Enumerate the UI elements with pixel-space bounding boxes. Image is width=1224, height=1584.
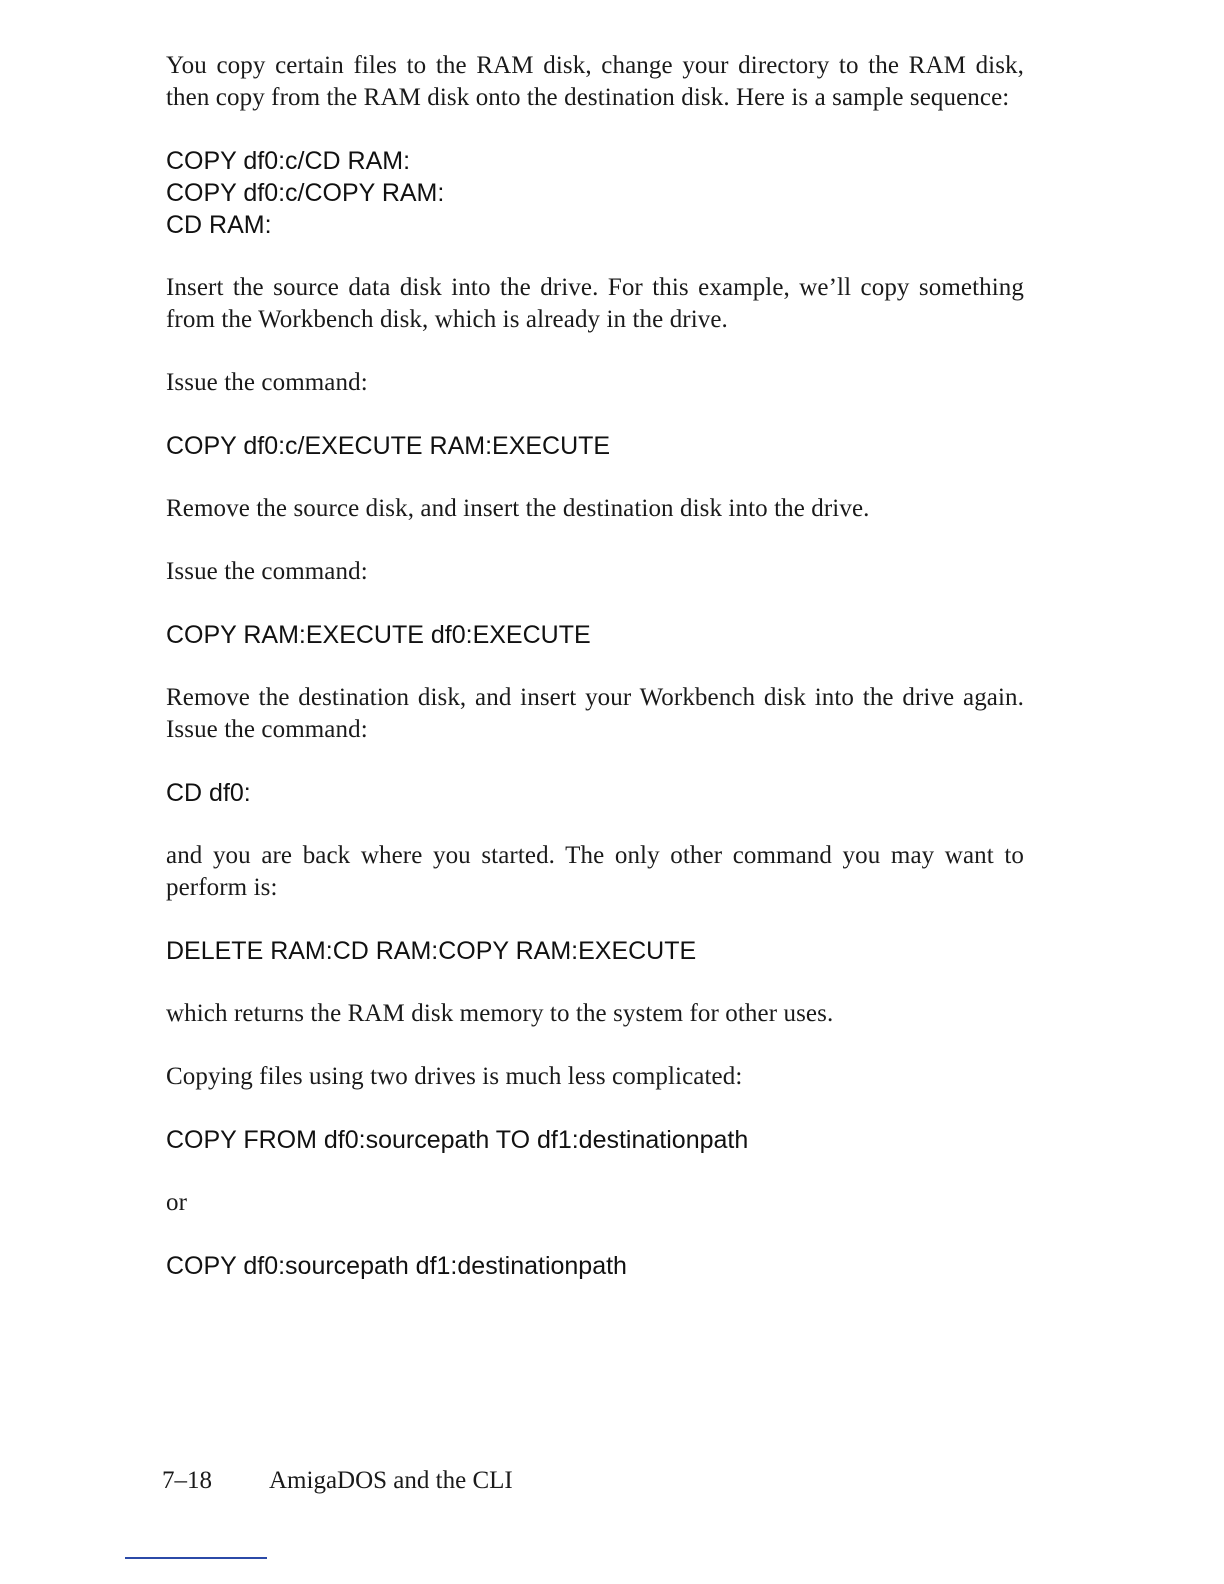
bottom-rule-divider bbox=[125, 1557, 267, 1559]
command-line: COPY df0:c/EXECUTE RAM:EXECUTE bbox=[166, 432, 611, 460]
paragraph: which returns the RAM disk memory to the system for other uses. bbox=[166, 1000, 834, 1027]
command-line: DELETE RAM:CD RAM:COPY RAM:EXECUTE bbox=[166, 937, 697, 965]
paragraph: Issue the command: bbox=[166, 558, 368, 585]
paragraph: and you are back where you started. The only other command you may want to perform is: bbox=[166, 842, 1024, 901]
page-footer bbox=[162, 1465, 513, 1497]
paragraph: Insert the source data disk into the drive. For this example, we’ll copy something from the Workbench disk, which is already in the drive. bbox=[166, 274, 1024, 333]
section-title: AmigaDOS and the CLI bbox=[269, 1467, 513, 1494]
command-line: COPY df0:c/COPY RAM: bbox=[166, 179, 445, 207]
page-body bbox=[166, 50, 1024, 1282]
command-line: COPY df0:sourcepath df1:destinationpath bbox=[166, 1252, 627, 1280]
command-line: CD df0: bbox=[166, 779, 251, 807]
paragraph: Issue the command: bbox=[166, 369, 368, 396]
paragraph: or bbox=[166, 1189, 188, 1216]
command-line: COPY RAM:EXECUTE df0:EXECUTE bbox=[166, 621, 591, 649]
paragraph: Copying files using two drives is much less complicated: bbox=[166, 1063, 743, 1090]
command-line: CD RAM: bbox=[166, 211, 272, 239]
command-line: COPY FROM df0:sourcepath TO df1:destinationpath bbox=[166, 1126, 749, 1154]
paragraph: Remove the destination disk, and insert your Workbench disk into the drive again. Issue the command: bbox=[166, 684, 1024, 743]
intro-paragraph: You copy certain files to the RAM disk, change your directory to the RAM disk, then copy from the RAM disk onto the destination disk. Here is a sample sequence: bbox=[166, 52, 1024, 111]
paragraph: Remove the source disk, and insert the destination disk into the drive. bbox=[166, 495, 870, 522]
command-line: COPY df0:c/CD RAM: bbox=[166, 147, 411, 175]
page-number: 7–18 bbox=[162, 1467, 212, 1494]
